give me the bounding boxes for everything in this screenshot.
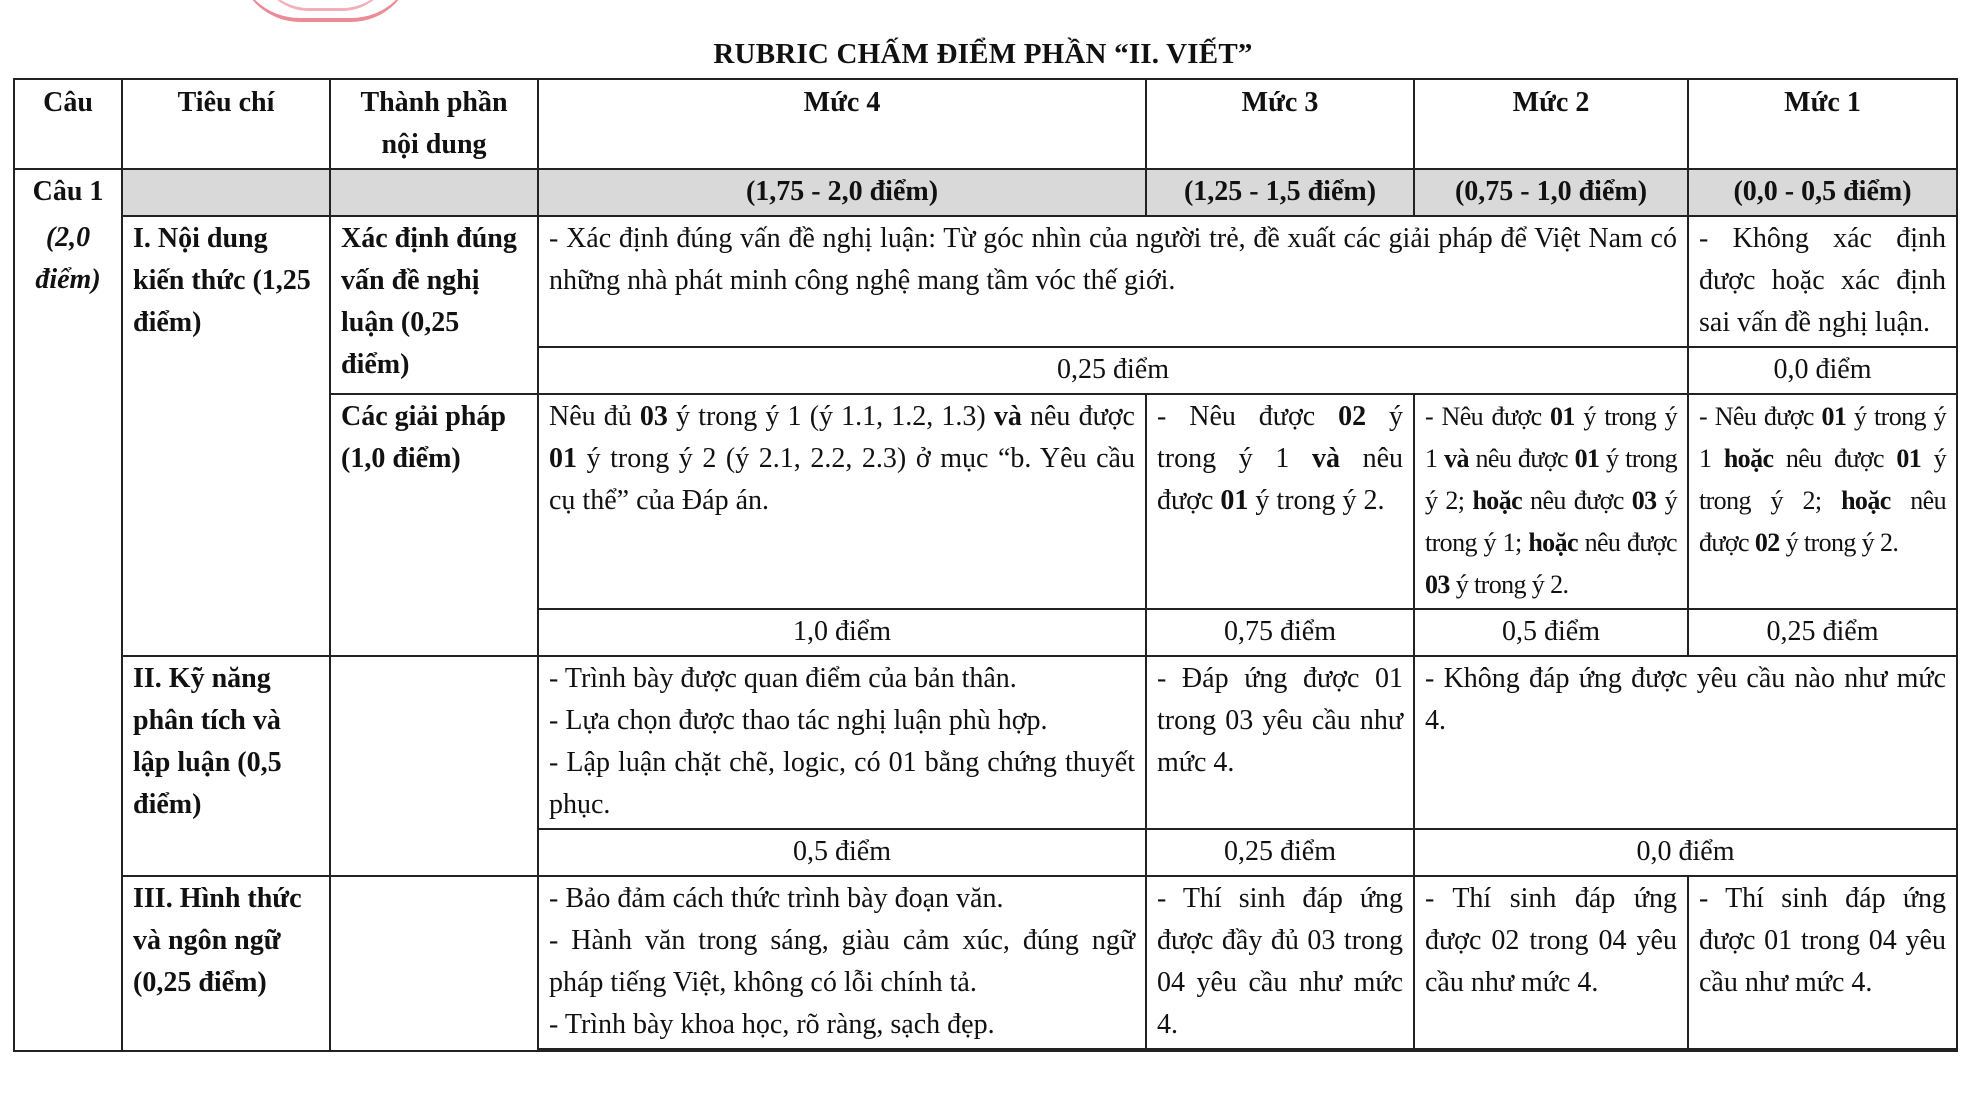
criterion-3-filler-muc-4: [538, 1049, 1146, 1051]
component-1-points-muc-1: 0,0 điểm: [1688, 347, 1957, 394]
header-thanh-phan: Thành phần nội dung: [330, 79, 538, 169]
range-muc-1: (0,0 - 0,5 điểm): [1688, 169, 1957, 216]
range-blank-1: [122, 169, 330, 216]
range-muc-2: (0,75 - 1,0 điểm): [1414, 169, 1688, 216]
component-2-points-muc-3: 0,75 điểm: [1146, 609, 1414, 656]
criterion-2-muc-3: - Đáp ứng được 01 trong 03 yêu cầu như mức 4.: [1146, 656, 1414, 829]
header-muc-4: Mức 4: [538, 79, 1146, 169]
component-2-muc-2: - Nêu được 01 ý trong ý 1 và nêu được 01 ý trong ý 2; hoặc nêu được 03 ý trong ý 1; hoặc nêu được 03 ý trong ý 2.: [1414, 394, 1688, 609]
criterion-2-points-muc-3: 0,25 điểm: [1146, 829, 1414, 876]
header-cau: Câu: [14, 79, 122, 169]
header-row: [14, 79, 1957, 169]
criterion-2-row: [14, 656, 1957, 829]
criterion-3-filler-muc-2: [1414, 1049, 1688, 1051]
criterion-2-muc-2-1: - Không đáp ứng được yêu cầu nào như mức 4.: [1414, 656, 1957, 829]
header-muc-2: Mức 2: [1414, 79, 1688, 169]
criterion-3-muc-3: - Thí sinh đáp ứng được đầy đủ 03 trong 04 yêu cầu như mức 4.: [1146, 876, 1414, 1049]
criterion-3-muc-4: - Bảo đảm cách thức trình bày đoạn văn. - Hành văn trong sáng, giàu cảm xúc, đúng ngữ pháp tiếng Việt, không có lỗi chính tả. - Trình bày khoa học, rõ ràng, sạch đẹp.: [538, 876, 1146, 1049]
criterion-3-filler-muc-1: [1688, 1049, 1957, 1051]
criterion-3-muc-1: - Thí sinh đáp ứng được 01 trong 04 yêu cầu như mức 4.: [1688, 876, 1957, 1049]
score-range-row: [14, 169, 1957, 216]
range-muc-4: (1,75 - 2,0 điểm): [538, 169, 1146, 216]
criterion-1-label: I. Nội dung kiến thức (1,25 điểm): [122, 216, 330, 656]
criterion-2-points-muc-4: 0,5 điểm: [538, 829, 1146, 876]
component-1-muc-4-to-2: - Xác định đúng vấn đề nghị luận: Từ góc nhìn của người trẻ, đề xuất các giải pháp để Việt Nam có những nhà phát minh công nghệ mang tầm vóc thế giới.: [538, 216, 1688, 347]
cau-1-label: Câu 1: [14, 169, 122, 216]
page-title: RUBRIC CHẤM ĐIỂM PHẦN “II. VIẾT”: [713, 38, 1253, 70]
component-2-points-muc-2: 0,5 điểm: [1414, 609, 1688, 656]
header-muc-1: Mức 1: [1688, 79, 1957, 169]
component-2-muc-3: - Nêu được 02 ý trong ý 1 và nêu được 01 ý trong ý 2.: [1146, 394, 1414, 609]
range-muc-3: (1,25 - 1,5 điểm): [1146, 169, 1414, 216]
component-1-muc-1: - Không xác định được hoặc xác định sai vấn đề nghị luận.: [1688, 216, 1957, 347]
component-2-points-muc-4: 1,0 điểm: [538, 609, 1146, 656]
component-2-muc-4: Nêu đủ 03 ý trong ý 1 (ý 1.1, 1.2, 1.3) và nêu được 01 ý trong ý 2 (ý 2.1, 2.2, 2.3) ở mục “b. Yêu cầu cụ thể” của Đáp án.: [538, 394, 1146, 609]
rubric-table: [13, 78, 1958, 1052]
range-blank-2: [330, 169, 538, 216]
header-muc-3: Mức 3: [1146, 79, 1414, 169]
component-2-muc-1: - Nêu được 01 ý trong ý 1 hoặc nêu được 01 ý trong ý 2; hoặc nêu được 02 ý trong ý 2.: [1688, 394, 1957, 609]
criterion-2-component-blank: [330, 656, 538, 876]
criterion-3-component-blank: [330, 876, 538, 1051]
criterion-2-label: II. Kỹ năng phân tích và lập luận (0,5 điểm): [122, 656, 330, 876]
criterion-2-muc-4: - Trình bày được quan điểm của bản thân. - Lựa chọn được thao tác nghị luận phù hợp. - Lập luận chặt chẽ, logic, có 01 bằng chứng thuyết phục.: [538, 656, 1146, 829]
component-1-points-muc-4-to-2: 0,25 điểm: [538, 347, 1688, 394]
criterion-3-muc-2: - Thí sinh đáp ứng được 02 trong 04 yêu cầu như mức 4.: [1414, 876, 1688, 1049]
header-tieu-chi: Tiêu chí: [122, 79, 330, 169]
component-1-row: [14, 216, 1957, 347]
criterion-2-points-muc-2-1: 0,0 điểm: [1414, 829, 1957, 876]
criterion-3-label: III. Hình thức và ngôn ngữ (0,25 điểm): [122, 876, 330, 1051]
criterion-3-row: [14, 876, 1957, 1049]
criterion-3-filler-muc-3: [1146, 1049, 1414, 1051]
component-2-points-muc-1: 0,25 điểm: [1688, 609, 1957, 656]
component-2-label: Các giải pháp (1,0 điểm): [330, 394, 538, 656]
cau-1-points: (2,0 điểm): [14, 216, 122, 1051]
component-1-label: Xác định đúng vấn đề nghị luận (0,25 điểm): [330, 216, 538, 394]
